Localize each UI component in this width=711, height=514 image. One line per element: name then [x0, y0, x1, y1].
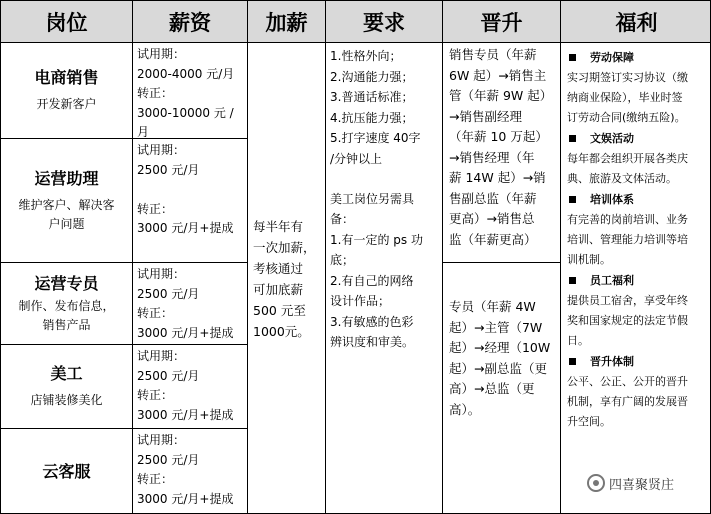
position-title: 电商销售 [34, 68, 99, 87]
benefit-heading: 晋升体制 [567, 351, 706, 372]
header-promotion: 晋升 [443, 1, 561, 43]
benefit-heading: 劳动保障 [567, 47, 706, 68]
promotion-sales-path: 销售专员（年薪 6W 起）→销售主 管（年薪 9W 起） →销售副经理 （年薪 10 万起） →销售经理（年 薪 14W 起）→销 售副总监（年薪 更高）→销售总 监（年薪更高） [443, 43, 561, 263]
promotion-ops-path: 专员（年薪 4W 起）→主管（7W 起）→经理（10W 起）→副总监（更 高）→总监（更 高）。 [443, 263, 561, 514]
watermark [587, 472, 707, 494]
position-title: 运营助理 [34, 168, 99, 188]
header-benefits: 福利 [561, 1, 711, 43]
requirements: 1.性格外向； 2.沟通能力强； 3.普通话标准； 4.抗压能力强； 5.打字速度 40字 /分钟以上 美工岗位另需具 备： 1.有一定的 ps 功 底； 2.有自己的网络 设计作品； 3.有敏感的色彩 辨识度和审美。 [326, 43, 443, 514]
salary-cloud-service: 试用期： 2500 元/月 转正： 3000 元/月+提成 [133, 429, 248, 514]
position-ops-assistant [1, 139, 133, 263]
header-requirements: 要求 [326, 1, 443, 43]
position-desc: 店铺装修美化 [30, 393, 103, 407]
bullet-square-icon [569, 358, 576, 365]
bullet-square-icon [569, 196, 576, 203]
benefit-heading: 员工福利 [567, 270, 706, 291]
position-title: 美工 [50, 364, 83, 383]
header-salary: 薪资 [133, 1, 248, 43]
header-position: 岗位 [1, 1, 133, 43]
position-designer [1, 345, 133, 429]
bullet-square-icon [569, 277, 576, 284]
benefit-heading: 培训体系 [567, 189, 706, 210]
bullet-square-icon [569, 54, 576, 61]
position-ecommerce-sales [1, 43, 133, 139]
bullet-square-icon [569, 135, 576, 142]
header-raise: 加薪 [248, 1, 326, 43]
position-cloud-service [1, 429, 133, 514]
raise-policy: 每半年有 一次加薪， 考核通过 可加底薪 500 元至 1000元。 [248, 43, 326, 514]
salary-ops-specialist: 试用期： 2500 元/月 转正： 3000 元/月+提成 [133, 263, 248, 345]
position-desc: 制作、发布信息， 销售产品 [18, 298, 115, 332]
watermark-text: 四喜聚贤庄 [609, 477, 675, 493]
wechat-logo-icon [587, 474, 605, 492]
salary-ops-assistant: 试用期： 2500 元/月 转正： 3000 元/月+提成 [133, 139, 248, 263]
position-desc: 维护客户、解决客 户问题 [18, 197, 115, 231]
position-title: 云客服 [42, 462, 91, 481]
position-ops-specialist [1, 263, 133, 345]
position-desc: 开发新客户 [36, 97, 97, 111]
benefits: 劳动保障 实习期签订实习协议（缴 纳商业保险），毕业时签 订劳动合同(缴纳五险)。 文娱活动 每年都会组织开展各类庆 典、旅游及文体活动。 培训体系 有完善的岗前培训、业务 培训、管理能力培训等培 训机制。 员工福利 提供员工宿舍，享受年终 奖和国家规定的法定节假 日。 晋升体制 公平、公正、公开的晋升 机制，享有广阔的发展晋 升空间。 [561, 43, 711, 514]
benefit-heading: 文娱活动 [567, 128, 706, 149]
salary-designer: 试用期： 2500 元/月 转正： 3000 元/月+提成 [133, 345, 248, 429]
salary-ecommerce-sales: 试用期： 2000-4000 元/月 转正： 3000-10000 元 / 月 [133, 43, 248, 139]
position-title: 运营专员 [34, 273, 99, 293]
